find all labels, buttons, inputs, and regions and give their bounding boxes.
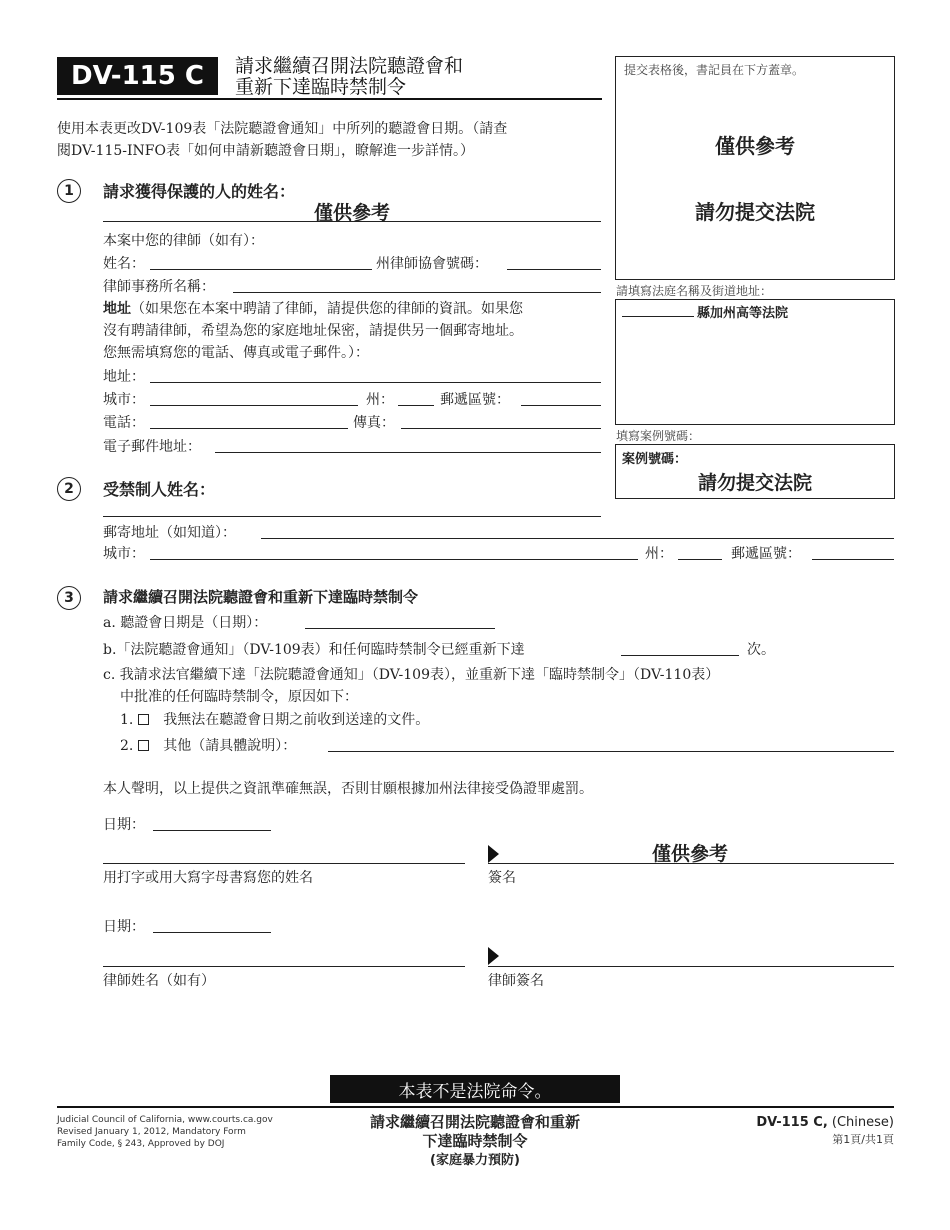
- email-label: 電子郵件地址：: [103, 439, 201, 455]
- footer-right: [756, 1114, 894, 1148]
- section-1-number: 1: [57, 179, 81, 203]
- restrained-person-name-field[interactable]: [103, 516, 601, 517]
- date-field-1[interactable]: [153, 830, 271, 831]
- intro-text: [57, 118, 507, 162]
- watermark-reference: 僅供參考: [715, 134, 795, 158]
- address-label: 地址：: [103, 369, 145, 385]
- signature-caption: 簽名: [488, 870, 516, 886]
- city-label: 城市：: [103, 392, 145, 408]
- date-label-1: 日期：: [103, 817, 145, 833]
- intro-line1: 使用本表更改DV-109表「法院聽證會通知」中所列的聽證會日期。（請查: [57, 121, 508, 137]
- not-court-order-text: 本表不是法院命令。: [398, 1081, 552, 1102]
- reason-option-1: [120, 709, 429, 729]
- s2-zip-label: 郵遞區號：: [731, 546, 801, 562]
- mail-address-label: 郵寄地址（如知道）：: [103, 525, 236, 541]
- fax-field[interactable]: [401, 428, 601, 429]
- hearing-date-label: a. 聽證會日期是（日期）：: [103, 615, 268, 631]
- printed-name-field[interactable]: [103, 863, 465, 864]
- zip-field[interactable]: [521, 405, 601, 406]
- footer-title-line2: 下達臨時禁制令: [422, 1132, 528, 1150]
- s2-state-field[interactable]: [678, 559, 722, 560]
- footer-left-line1: Judicial Council of California, www.courts.ca.gov: [57, 1115, 273, 1125]
- city-field[interactable]: [150, 405, 358, 406]
- header-rule: [57, 98, 602, 100]
- signature-field[interactable]: [488, 863, 894, 864]
- form-title-line2: 重新下達臨時禁制令: [235, 76, 407, 98]
- lawyer-name-label: 姓名：: [103, 256, 145, 272]
- lawyer-printed-name-field[interactable]: [103, 966, 465, 967]
- lawyer-signature-caption: 律師簽名: [488, 973, 544, 989]
- state-label: 州：: [366, 392, 394, 408]
- section-2-heading: 受禁制人姓名：: [103, 480, 216, 499]
- footer-form-code: DV-115 C,: [756, 1115, 828, 1130]
- bar-number-field[interactable]: [507, 269, 601, 270]
- address-field[interactable]: [150, 382, 601, 383]
- phone-label: 電話：: [103, 415, 145, 431]
- request-reason-text: [103, 664, 893, 708]
- signature-watermark: 僅供參考: [651, 843, 728, 865]
- address-note-2: 沒有聘請律師，希望為您的家庭地址保密，請提供另一個郵寄地址。: [103, 323, 523, 339]
- lawyer-intro: 本案中您的律師（如有）：: [103, 233, 264, 249]
- fax-label: 傳真：: [353, 415, 395, 431]
- reissued-count-field[interactable]: [621, 655, 739, 656]
- footer-left-line2: Revised January 1, 2012, Mandatory Form: [57, 1127, 246, 1137]
- s2-zip-field[interactable]: [812, 559, 894, 560]
- date-label-2: 日期：: [103, 919, 145, 935]
- address-bold-label: 地址: [103, 301, 131, 317]
- printed-name-caption: 用打字或用大寫字母書寫您的姓名: [103, 870, 313, 886]
- request-line2: 中批准的任何臨時禁制令，原因如下：: [120, 689, 358, 705]
- option-2-number: 2.: [120, 738, 134, 754]
- watermark-do-not-file: 請勿提交法院: [695, 200, 815, 224]
- firm-name-field[interactable]: [233, 292, 601, 293]
- sign-arrow-icon: [488, 845, 499, 863]
- date-field-2[interactable]: [153, 932, 271, 933]
- lawyer-signature-field[interactable]: [488, 966, 894, 967]
- section-2-number: 2: [57, 477, 81, 501]
- footer-left: [57, 1114, 273, 1150]
- clerk-box-label: 提交表格後，書記員在下方蓋章。: [624, 63, 805, 77]
- perjury-declaration: 本人聲明，以上提供之資訊準確無誤，否則甘願根據加州法律接受偽證罪處罰。: [103, 781, 593, 797]
- option-2-checkbox[interactable]: [138, 740, 149, 751]
- mail-address-field[interactable]: [261, 538, 894, 539]
- section-3-number: 3: [57, 586, 81, 610]
- form-title: [235, 56, 463, 98]
- case-box-label: 填寫案例號碼：: [616, 429, 701, 443]
- clerk-stamp-box: [615, 56, 895, 280]
- section-1-heading: 請求獲得保護的人的姓名：: [103, 182, 296, 201]
- intro-line2: 閱DV-115-INFO表「如何申請新聽證會日期」，瞭解進一步詳情。）: [57, 143, 474, 159]
- footer-subtitle: (家庭暴力預防): [430, 1153, 520, 1168]
- form-code-badge: [57, 57, 218, 95]
- state-field[interactable]: [398, 405, 434, 406]
- option-1-text: 我無法在聽證會日期之前收到送達的文件。: [163, 712, 430, 728]
- other-reason-field[interactable]: [328, 751, 894, 752]
- address-note-3: 您無需填寫您的電話、傳真或電子郵件。）：: [103, 345, 369, 361]
- s2-state-label: 州：: [645, 546, 673, 562]
- reason-option-2: [120, 735, 296, 755]
- bar-number-label: 州律師協會號碼：: [376, 256, 488, 272]
- form-title-line1: 請求繼續召開法院聽證會和: [235, 55, 464, 77]
- address-instructions: [103, 298, 603, 364]
- protected-person-name-field[interactable]: [103, 221, 601, 222]
- county-blank[interactable]: [622, 316, 694, 317]
- court-name: 縣加州高等法院: [697, 306, 789, 321]
- lawyer-name-field[interactable]: [150, 269, 372, 270]
- form-code: DV-115 C: [70, 61, 204, 91]
- option-1-checkbox[interactable]: [138, 714, 149, 725]
- s2-city-field[interactable]: [150, 559, 638, 560]
- lawyer-name-caption: 律師姓名（如有）: [103, 973, 215, 989]
- footer-center: [330, 1113, 620, 1170]
- case-watermark: 請勿提交法院: [697, 472, 812, 494]
- court-box-label: 請填寫法庭名稱及街道地址：: [616, 284, 773, 298]
- section-3-heading: 請求繼續召開法院聽證會和重新下達臨時禁制令: [103, 588, 419, 606]
- footer-rule: [57, 1106, 894, 1108]
- footer-left-line3: Family Code, § 243, Approved by DOJ: [57, 1139, 225, 1149]
- hearing-date-field[interactable]: [305, 628, 495, 629]
- footer-page-number: 第1頁/共1頁: [832, 1133, 894, 1146]
- request-line1: c. 我請求法官繼續下達「法院聽證會通知」（DV-109表），並重新下達「臨時禁制令」（DV-110表）: [103, 667, 720, 683]
- s2-city-label: 城市：: [103, 546, 145, 562]
- address-note-1: （如果您在本案中聘請了律師，請提供您的律師的資訊。如果您: [131, 301, 523, 317]
- option-2-text: 其他（請具體說明）：: [163, 738, 297, 754]
- reissued-label: b.「法院聽證會通知」（DV-109表）和任何臨時禁制令已經重新下達: [103, 642, 525, 658]
- lawyer-sign-arrow-icon: [488, 947, 499, 965]
- footer-title-line1: 請求繼續召開法院聽證會和重新: [369, 1113, 580, 1131]
- zip-label: 郵遞區號：: [440, 392, 510, 408]
- email-field[interactable]: [215, 452, 601, 453]
- footer-language: (Chinese): [831, 1115, 894, 1130]
- firm-name-label: 律師事務所名稱：: [103, 279, 215, 295]
- not-court-order-banner: [330, 1075, 620, 1103]
- option-1-number: 1.: [120, 712, 134, 728]
- section-1-watermark: 僅供參考: [313, 202, 390, 224]
- phone-field[interactable]: [150, 428, 348, 429]
- reissued-suffix: 次。: [747, 642, 775, 658]
- case-number-label: 案例號碼：: [622, 452, 688, 467]
